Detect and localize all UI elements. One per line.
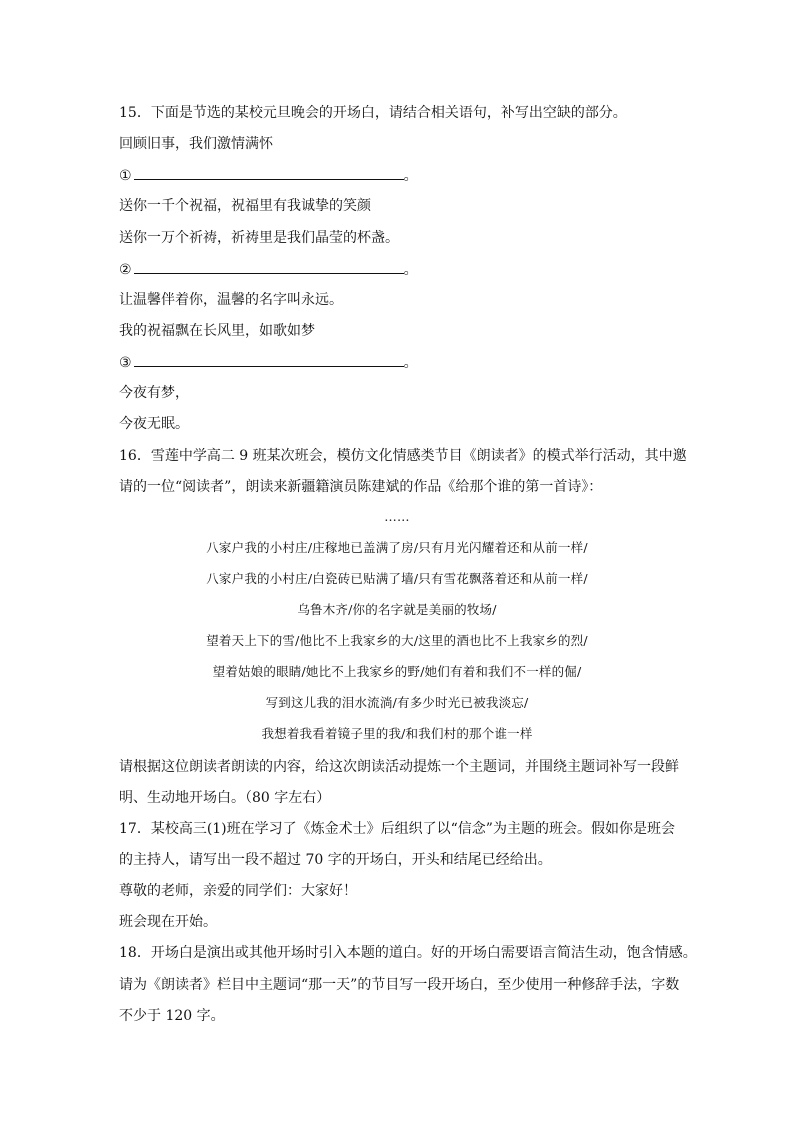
q15-line-4: 让温馨伴着你，温馨的名字叫永远。 (119, 292, 343, 308)
blank-marker-2: ② (119, 262, 132, 278)
q18-line-3: 不少于 120 字。 (119, 1008, 225, 1024)
q15-blank-3[interactable] (119, 352, 418, 373)
q16-prompt-line-2: 请的一位“阅读者”，朗读来新疆籍演员陈建斌的作品《给那个谁的第一首诗》： (119, 479, 603, 495)
q16-prompt-line-1: 16．雪莲中学高二 9 班某次班会，模仿文化情感类节目《朗读者》的模式举行活动，其中邀 (119, 448, 687, 464)
blank-end-3: 。 (403, 355, 418, 371)
poem-line-1: 八家户我的小村庄/庄稼地已盖满了房/只有月光闪耀着还和从前一样/ (206, 540, 588, 555)
q17-prompt-line-2: 的主持人，请写出一段不超过 70 字的开场白，开头和结尾已经给出。 (119, 852, 552, 868)
blank-end-1: 。 (403, 168, 418, 184)
poem-line-7: 我想着我看着镜子里的我/和我们村的那个谁一样 (261, 726, 533, 741)
q15-line-1: 回顾旧事，我们激情满怀 (119, 136, 273, 152)
blank-end-2: 。 (403, 262, 418, 278)
poem-line-6: 写到这儿我的泪水流淌/有多少时光已被我淡忘/ (265, 695, 529, 710)
q16-task-line-1: 请根据这位朗读者朗读的内容，给这次朗读活动提炼一个主题词，并围绕主题词补写一段鲜 (119, 759, 679, 775)
blank-marker-3: ③ (119, 355, 132, 371)
poem-line-3: 乌鲁木齐/你的名字就是美丽的牧场/ (297, 602, 497, 617)
q15-prompt: 15．下面是节选的某校元旦晚会的开场白，请结合相关语句，补写出空缺的部分。 (119, 105, 627, 121)
q18-line-2: 请为《朗读者》栏目中主题词“那一天”的节目写一段开场白，至少使用一种修辞手法，字数 (119, 977, 680, 993)
poem-line-5: 望着姑娘的眼睛/她比不上我家乡的野/她们有着和我们不一样的倔/ (212, 664, 582, 679)
q18-line-1: 18．开场白是演出或其他开场时引入本题的道白。好的开场白需要语言简洁生动，饱含情感。 (119, 945, 697, 961)
q15-line-5: 我的祝福飘在长风里，如歌如梦 (119, 323, 315, 339)
q17-prompt-line-1: 17．某校高三(1)班在学习了《炼金术士》后组织了以“信念”为主题的班会。假如你是班会 (119, 821, 675, 837)
answer-line-2[interactable] (134, 259, 404, 274)
q16-task-line-2: 明、生动地开场白。（80 字左右） (119, 790, 331, 806)
poem-line-2: 八家户我的小村庄/白瓷砖已贴满了墙/只有雪花飘落着还和从前一样/ (206, 571, 588, 586)
q15-blank-2[interactable] (119, 259, 418, 280)
q17-closing: 班会现在开始。 (119, 914, 217, 930)
q17-opening: 尊敬的老师，亲爱的同学们：大家好！ (119, 883, 357, 899)
poem-line-4: 望着天上下的雪/他比不上我家乡的大/这里的酒也比不上我家乡的烈/ (206, 633, 588, 648)
blank-marker-1: ① (119, 168, 132, 184)
answer-line-1[interactable] (134, 165, 404, 180)
poem-ellipsis: …… (384, 509, 410, 524)
answer-line-3[interactable] (134, 352, 404, 367)
q15-blank-1[interactable] (119, 165, 418, 186)
q15-line-7: 今夜无眠。 (119, 416, 189, 432)
q15-line-6: 今夜有梦， (119, 385, 189, 401)
q15-line-3: 送你一万个祈祷，祈祷里是我们晶莹的杯盏。 (119, 230, 399, 246)
q15-line-2: 送你一千个祝福，祝福里有我诚挚的笑颜 (119, 198, 371, 214)
